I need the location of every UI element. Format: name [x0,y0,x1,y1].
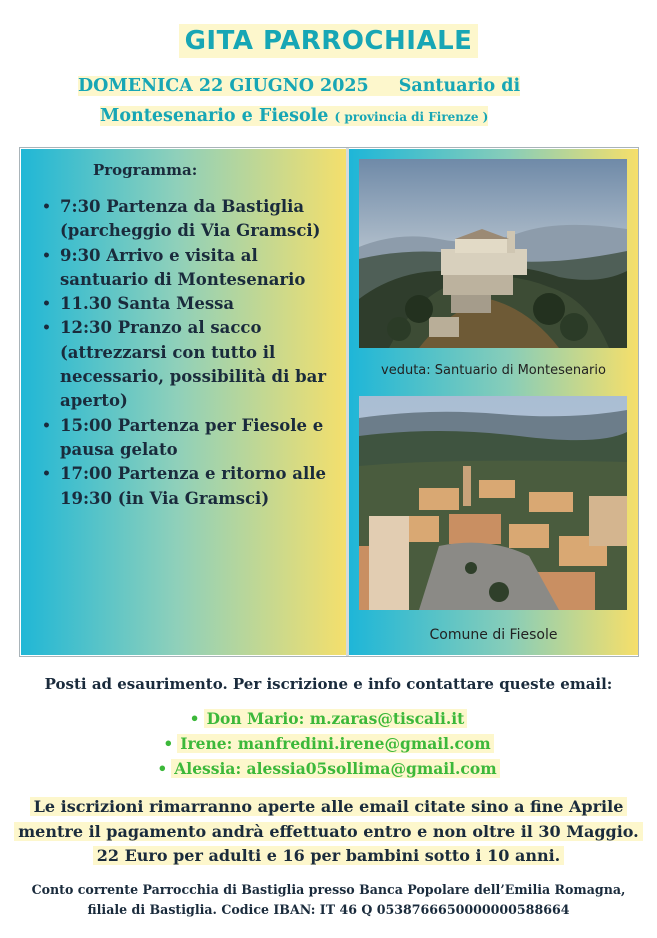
destination-part1: Santuario di [398,76,521,96]
contact-item[interactable]: • Don Mario: m.zaras@tiscali.it [0,706,657,731]
iban-info: Conto corrente Parrocchia di Bastiglia presso Banca Popolare dell’Emilia Romagna, filiale di Bastiglia. Codice IBAN: IT 46 Q 0538766650000000588664 [31,882,626,917]
montesenario-photo [359,159,627,348]
program-item: • 11.30 Santa Messa [40,292,345,316]
notice-text: Le iscrizioni rimarranno aperte alle email citate sino a fine Aprile mentre il pagamento andrà effettuato entro e non oltre il 30 Maggio. 22 Euro per adulti e 16 per bambini sotto i 10 anni. [14,797,643,865]
contact-email[interactable]: Alessia: alessia05sollima@gmail.com [171,759,499,778]
program-column [21,149,346,655]
program-panel [19,147,639,657]
program-list [40,195,345,511]
event-date: DOMENICA 22 GIUGNO 2025 [78,76,369,96]
contact-email[interactable]: Irene: manfredini.irene@gmail.com [177,734,493,753]
program-item: • 15:00 Partenza per Fiesole e pausa gelato [40,414,345,463]
contact-email[interactable]: Don Mario: m.zaras@tiscali.it [204,709,468,728]
photo2-caption: Comune di Fiesole [429,627,558,643]
title-text: GITA PARROCHIALE [179,24,479,58]
photo-column [349,149,638,655]
program-title: Programma: [93,161,198,179]
page-title [0,26,657,56]
destination-line [100,106,488,126]
program-item: • 17:00 Partenza e ritorno alle 19:30 (in Via Gramsci) [40,462,345,511]
program-item: • 9:30 Arrivo e visita al santuario di Montesenario [40,244,345,293]
contact-item[interactable]: • Alessia: alessia05sollima@gmail.com [0,756,657,781]
program-item: • 12:30 Pranzo al sacco (attrezzarsi con tutto il necessario, possibilità di bar aperto) [40,316,345,413]
contact-list [0,706,657,781]
destination-part2: Montesenario e Fiesole [100,106,329,126]
program-item: • 7:30 Partenza da Bastiglia (parcheggio di Via Gramsci) [40,195,345,244]
photo1-caption: veduta: Santuario di Montesenario [381,363,606,378]
province-note: ( provincia di Firenze ) [334,110,489,124]
fiesole-photo [359,396,627,610]
registration-intro: Posti ad esaurimento. Per iscrizione e info contattare queste email: [44,675,613,693]
contact-item[interactable]: • Irene: manfredini.irene@gmail.com [0,731,657,756]
date-line [78,76,520,96]
registration-notice [12,795,645,869]
